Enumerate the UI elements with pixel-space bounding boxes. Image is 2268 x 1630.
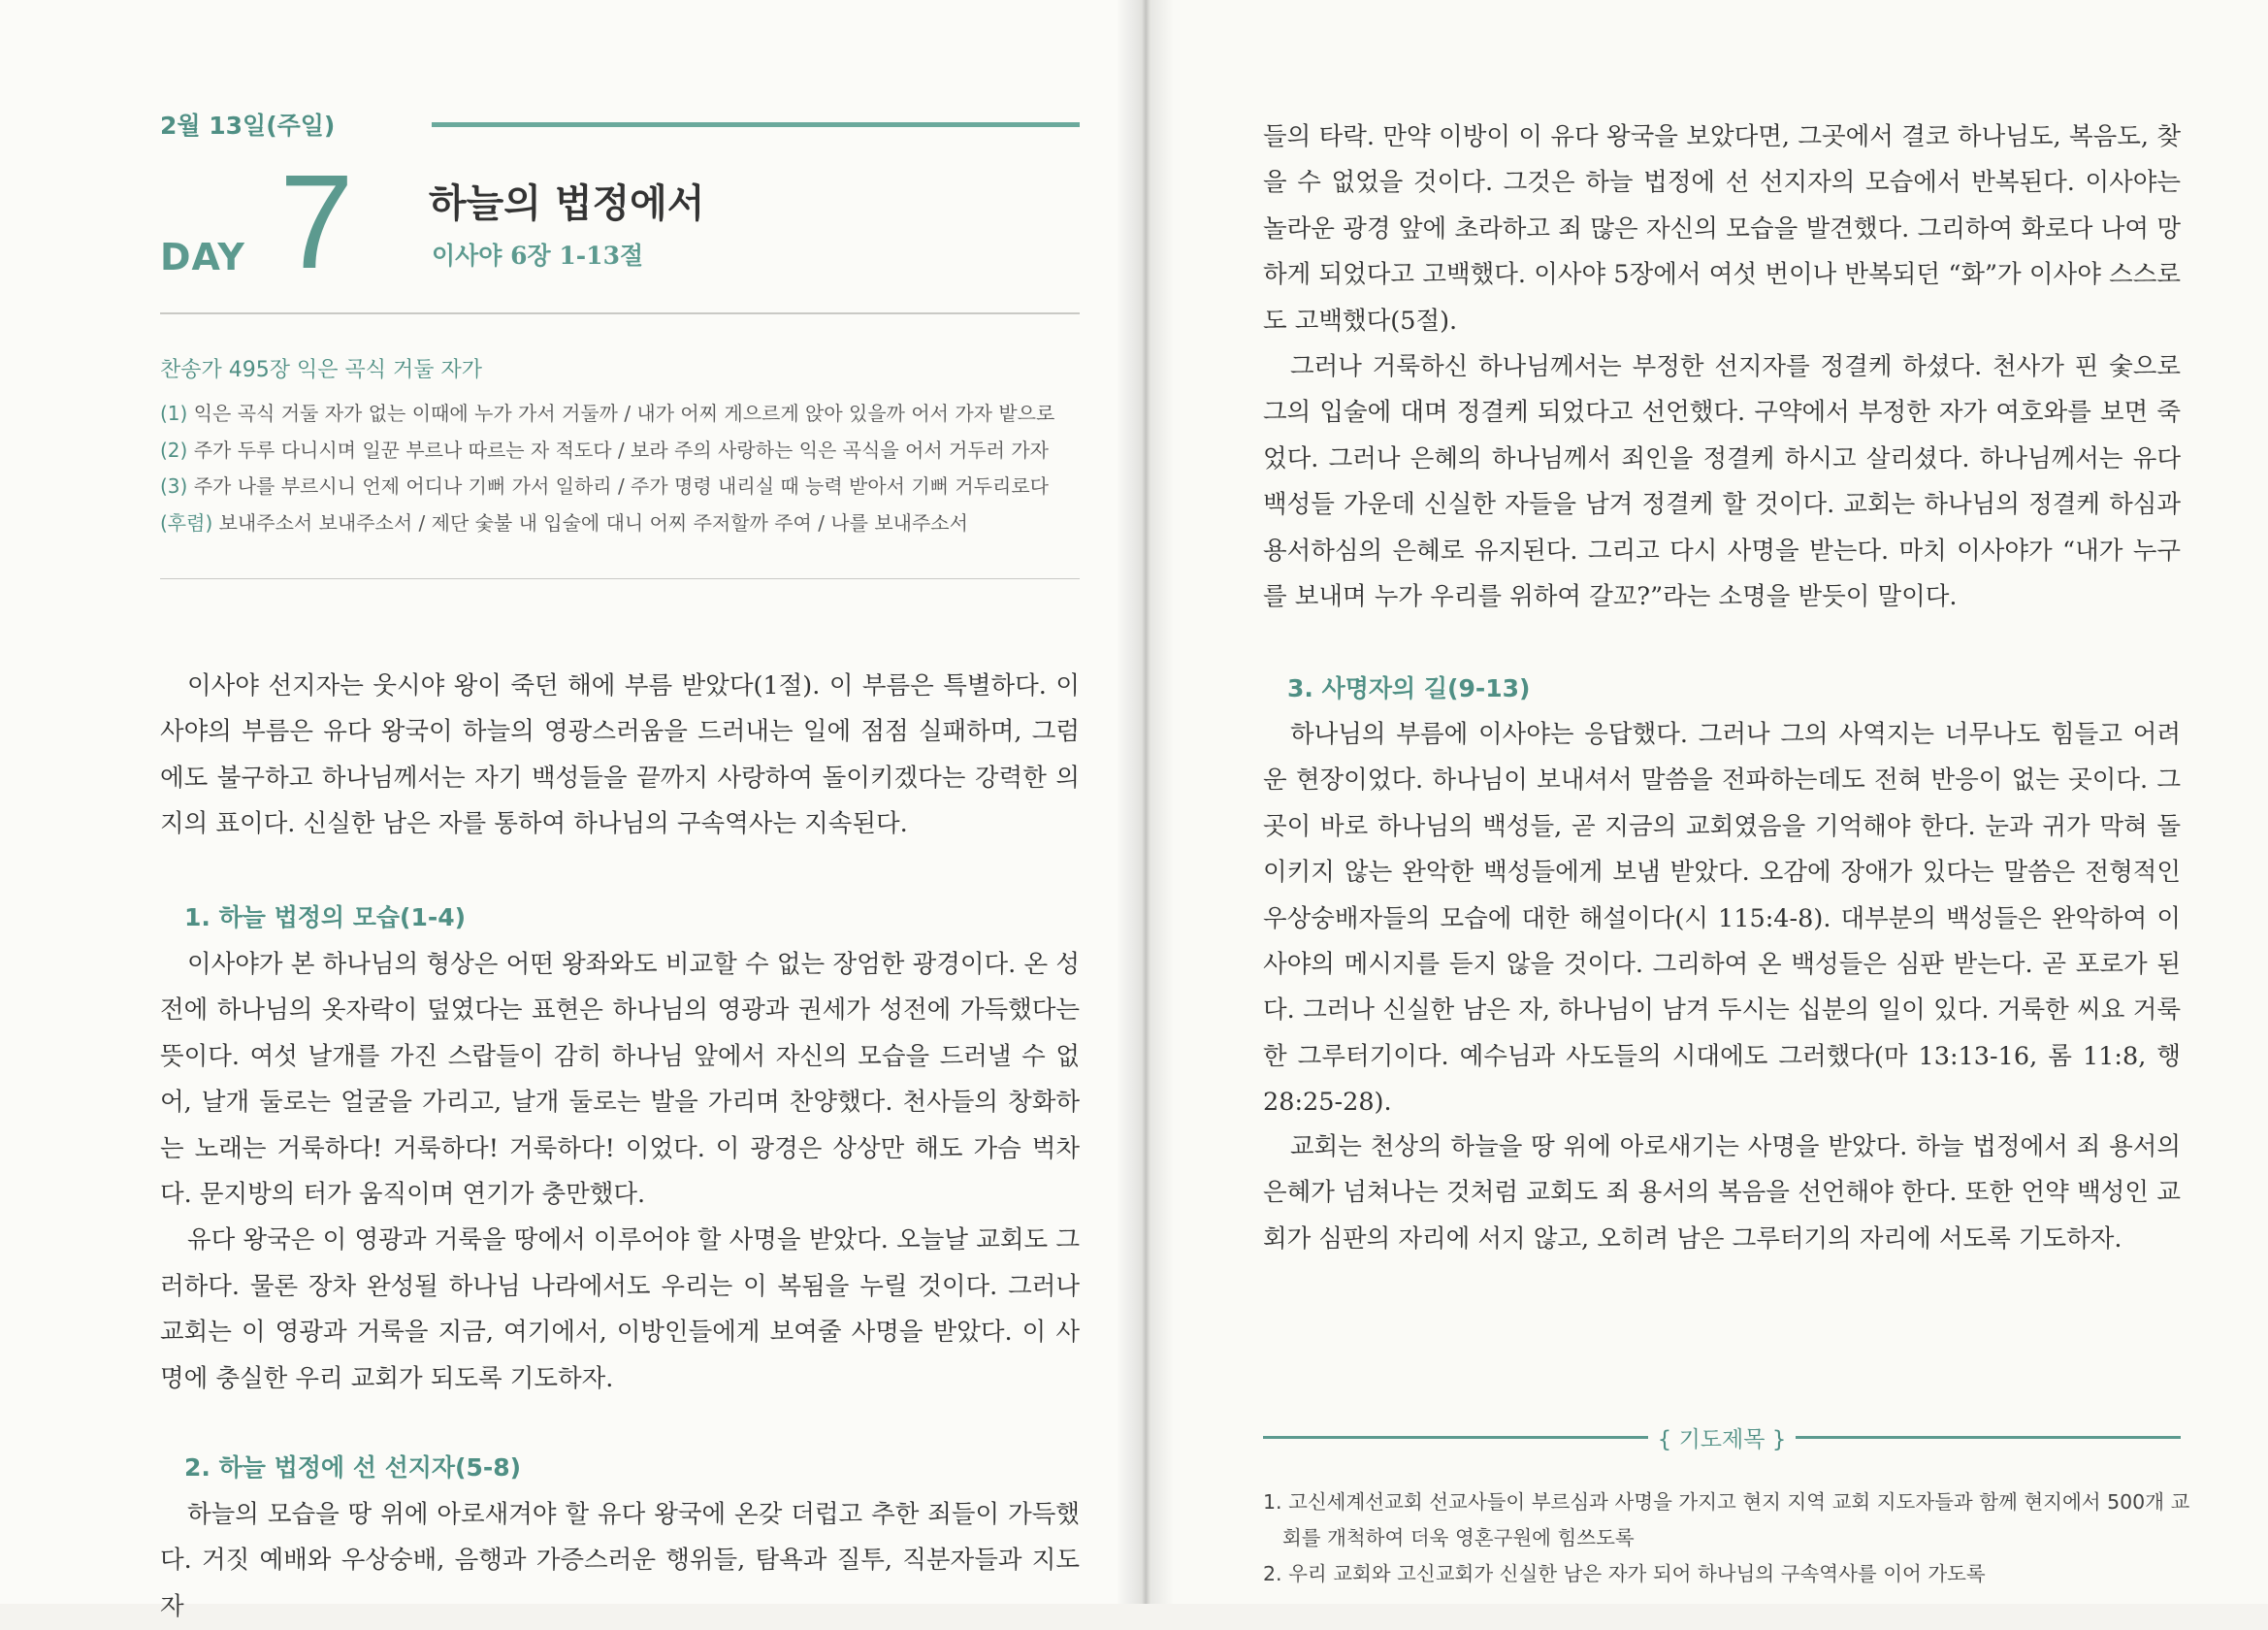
prayer-heading-row — [1263, 1418, 2181, 1456]
prayer-heading: { 기도제목 } — [1657, 1426, 1787, 1452]
section-1-heading: 1. 하늘 법정의 모습(1-4) — [184, 903, 467, 931]
hymn-verse-label: (2) — [160, 438, 188, 462]
prayer-rule-left — [1263, 1436, 1648, 1439]
scripture-reference: 이사야 6장 1-13절 — [432, 242, 644, 270]
day-number: 7 — [279, 147, 354, 297]
book-gutter-shadow — [1116, 0, 1174, 1604]
closing-paragraph: 교회는 천상의 하늘을 땅 위에 아로새기는 사명을 받았다. 하늘 법정에서 죄 용서의 은혜가 넘쳐나는 것처럼 교회도 죄 용서의 복음을 선언해야 한다. 또한 언약 백성인 교회가 심판의 자리에 서지 않고, 오히려 남은 그루터기의 자리에 서도록 기도하자. — [1263, 1132, 2181, 1254]
hymn-verse — [160, 505, 1091, 542]
section-2-paragraph: 그러나 거룩하신 하나님께서는 부정한 선지자를 정결케 하셨다. 천사가 핀 숯으로 그의 입술에 대며 정결케 되었다고 선언했다. 구약에서 부정한 자가 여호와를 보면 죽었다. 그러나 은혜의 하나님께서 죄인을 정결케 하시고 살리셨다. 하나님께서는 유다 백성들 가운데 신실한 자들을 남겨 정결케 할 것이다. 교회는 하나님의 정결케 하심과 용서하심의 은혜로 유지된다. 그리고 다시 사명을 받는다. 마치 이사야가 “내가 누구를 보내며 누가 우리를 위하여 갈꼬?”라는 소명을 받듯이 말이다. — [1263, 352, 2181, 612]
hymn-verse-label: (3) — [160, 474, 188, 498]
left-page — [0, 0, 1140, 1621]
section-3-heading: 3. 사명자의 길(9-13) — [1287, 674, 1531, 702]
header-divider — [160, 312, 1080, 314]
prayer-item-cont: 회를 개척하여 더욱 영혼구원에 힘쓰도록 — [1282, 1526, 1635, 1549]
hymn-verse-text: 보내주소서 보내주소서 / 제단 숯불 내 입술에 대니 어찌 주저할까 주여 / 나를 보내주소서 — [218, 510, 968, 535]
section-2-body-cont — [1263, 114, 2181, 620]
day-label: DAY — [160, 236, 245, 278]
hymn-verse — [160, 433, 1091, 470]
hymn-divider — [160, 578, 1080, 579]
section-1-body — [160, 942, 1080, 1402]
page-title: 하늘의 법정에서 — [429, 181, 705, 226]
section-1-paragraph: 유다 왕국은 이 영광과 거룩을 땅에서 이루어야 할 사명을 받았다. 오늘날 교회도 그러하다. 물론 장차 완성될 하나님 나라에서도 우리는 이 복됨을 누릴 것이다. 그러나 교회는 이 영광과 거룩을 지금, 여기에서, 이방인들에게 보여줄 사명을 받았다. 이 사명에 충실한 우리 교회가 되도록 기도하자. — [160, 1225, 1080, 1393]
section-2-heading: 2. 하늘 법정에 선 선지자(5-8) — [184, 1453, 522, 1482]
hymn-verse-text: 주가 나를 부르시니 언제 어디나 기뻐 가서 일하리 / 주가 명령 내리실 때 능력 받아서 기뻐 거두리로다 — [193, 474, 1049, 498]
section-1-paragraph: 이사야가 본 하나님의 형상은 어떤 왕좌와도 비교할 수 없는 장엄한 광경이다. 온 성전에 하나님의 옷자락이 덮였다는 표현은 하나님의 영광과 권세가 성전에 가득했다는 뜻이다. 여섯 날개를 가진 스랍들이 감히 하나님 앞에서 자신의 모습을 드러낼 수 없어, 날개 둘로는 얼굴을 가리고, 날개 둘로는 발을 가리며 찬양했다. 천사들의 창화하는 노래는 거룩하다! 거룩하다! 거룩하다! 이었다. 이 광경은 상상만 해도 가슴 벅차다. 문지방의 터가 움직이며 연기가 충만했다. — [160, 950, 1080, 1210]
hymn-verse-label: (후렴) — [160, 510, 213, 535]
hymn-verse — [160, 396, 1091, 433]
section-2-body-start: 하늘의 모습을 땅 위에 아로새겨야 할 유다 왕국에 온갖 더럽고 추한 죄들이 가득했다. 거짓 예배와 우상숭배, 음행과 가증스러운 행위들, 탐욕과 질투, 직분자들과 지도자 — [160, 1500, 1080, 1621]
header-accent-line — [432, 122, 1080, 127]
hymn-verse-label: (1) — [160, 402, 188, 425]
prayer-item: 2. 우리 교회와 고신교회가 신실한 남은 자가 되어 하나님의 구속역사를 이어 가도록 — [1263, 1562, 1986, 1585]
prayer-item: 1. 고신세계선교회 선교사들이 부르심과 사명을 가지고 현지 지역 교회 지도자들과 함께 현지에서 500개 교 — [1263, 1490, 2190, 1514]
intro-paragraph: 이사야 선지자는 웃시야 왕이 죽던 해에 부름 받았다(1절). 이 부름은 특별하다. 이사야의 부름은 유다 왕국이 하늘의 영광스러움을 드러내는 일에 점점 실패하며, 그럼에도 불구하고 하나님께서는 자기 백성들을 끝까지 사랑하여 돌이키겠다는 강력한 의지의 표이다. 신실한 남은 자를 통하여 하나님의 구속역사는 지속된다. — [160, 671, 1080, 839]
hymn-verses — [160, 396, 1091, 541]
section-3-body: 하나님의 부름에 이사야는 응답했다. 그러나 그의 사역지는 너무나도 힘들고 어려운 현장이었다. 하나님이 보내셔서 말씀을 전파하는데도 전혀 반응이 없는 곳이다. 그곳이 바로 하나님의 백성들, 곧 지금의 교회였음을 기억해야 한다. 눈과 귀가 막혀 돌이키지 않는 완악한 백성들에게 보냄 받았다. 오감에 장애가 있다는 말씀은 전형적인 우상숭배자들의 모습에 대한 해설이다(시 115:4-8). 대부분의 백성들은 완악하여 이사야의 메시지를 듣지 않을 것이다. 그리하여 온 백성들은 심판 받는다. 곧 포로가 된다. 그러나 신실한 남은 자, 하나님이 남겨 두시는 십분의 일이 있다. 거룩한 씨요 거룩한 그루터기이다. 예수님과 사도들의 시대에도 그러했다(마 13:13-16, 롬 11:8, 행 28:25-28). — [1263, 720, 2181, 1118]
hymn-verse-text: 익은 곡식 거둘 자가 없는 이때에 누가 가서 거둘까 / 내가 어찌 게으르게 앉아 있을까 어서 가자 밭으로 — [193, 402, 1055, 425]
hymn-title: 찬송가 495장 익은 곡식 거둘 자가 — [160, 358, 482, 382]
section-2-paragraph: 들의 타락. 만약 이방이 이 유다 왕국을 보았다면, 그곳에서 결코 하나님도, 복음도, 찾을 수 없었을 것이다. 그것은 하늘 법정에 선 선지자의 모습에서 반복된다. 이사야는 놀라운 광경 앞에 초라하고 죄 많은 자신의 모습을 발견했다. 그리하여 화로다 나여 망하게 되었다고 고백했다. 이사야 5장에서 여섯 번이나 반복되던 “화”가 이사야 스스로도 고백했다(5절). — [1263, 122, 2181, 336]
hymn-verse — [160, 469, 1091, 505]
prayer-rule-right — [1796, 1436, 2181, 1439]
right-page — [1140, 0, 2268, 1604]
hymn-verse-text: 주가 두루 다니시며 일꾼 부르나 따르는 자 적도다 / 보라 주의 사랑하는 익은 곡식을 어서 거두러 가자 — [193, 438, 1049, 462]
prayer-list — [1263, 1484, 2190, 1592]
devotion-date: 2월 13일(주일) — [160, 112, 336, 140]
